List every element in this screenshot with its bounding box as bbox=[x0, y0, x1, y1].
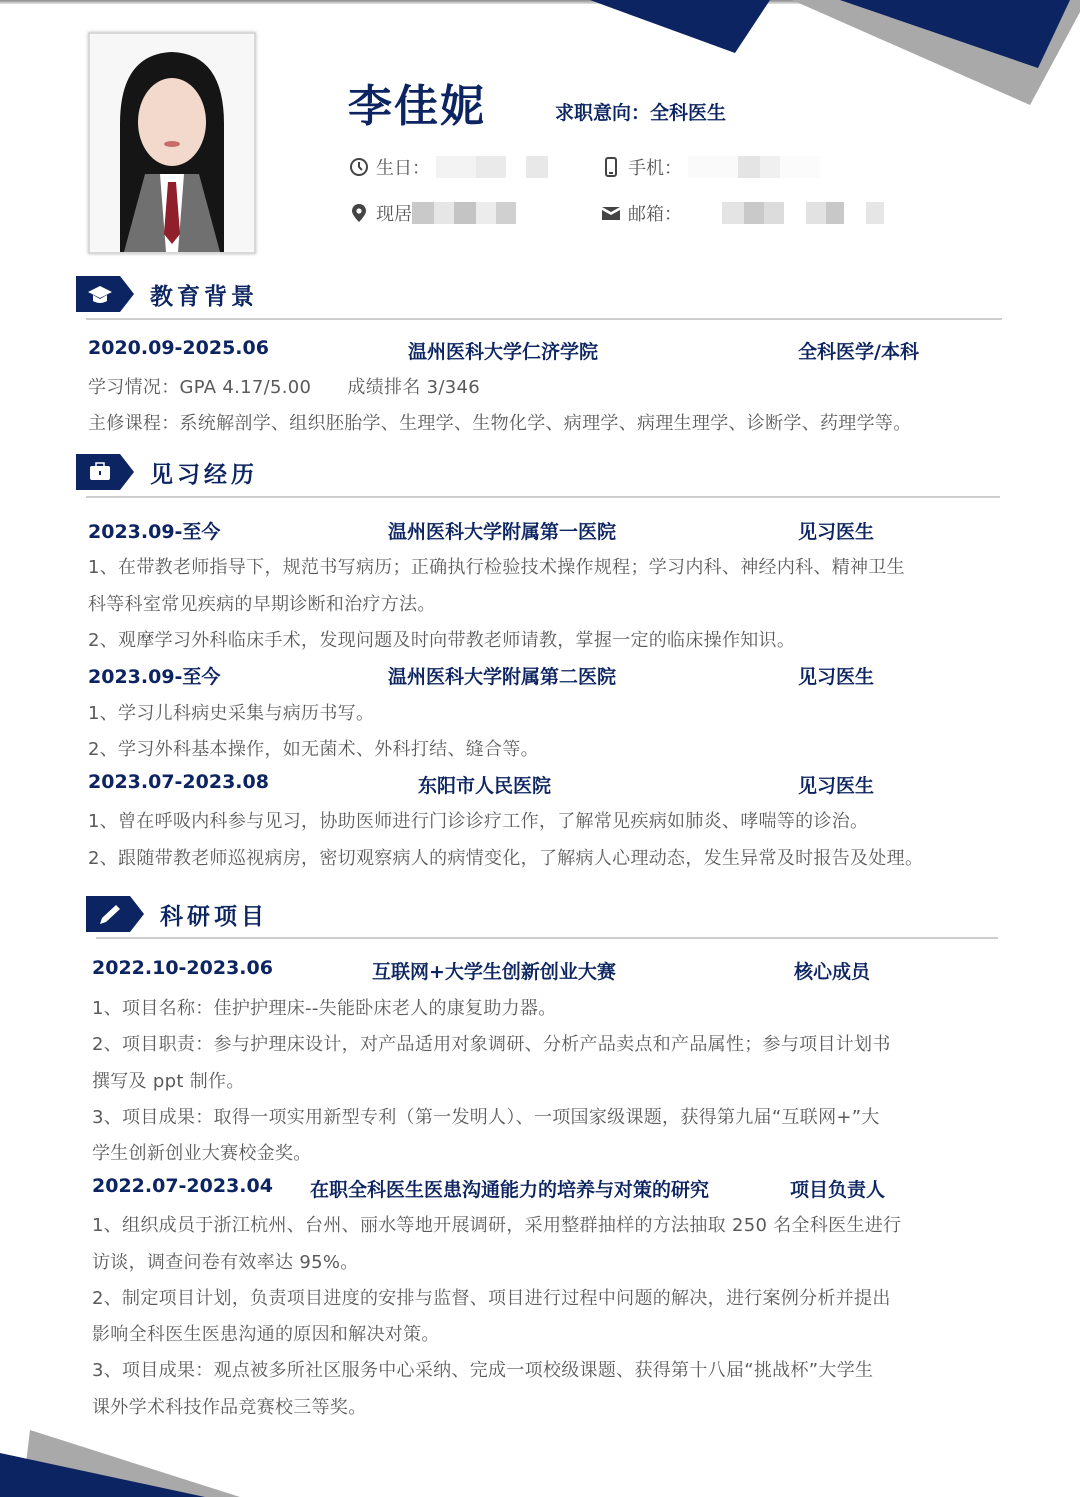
candidate-name: 李佳妮 bbox=[348, 81, 486, 132]
entry-line: 访谈，调查问卷有效率达 95%。 bbox=[92, 1252, 359, 1273]
entry-org: 互联网+大学生创新创业大赛 bbox=[372, 961, 616, 983]
entry-line: 1、组织成员于浙江杭州、台州、丽水等地开展调研，采用整群抽样的方法抽取 250 名全科医生进行 bbox=[92, 1215, 902, 1236]
birthday-redacted bbox=[436, 156, 548, 178]
clock-icon bbox=[348, 156, 370, 178]
entry-date: 2023.09-至今 bbox=[88, 521, 221, 543]
section-header-internship bbox=[76, 454, 258, 490]
entry-org: 在职全科医生医患沟通能力的培养与对策的研究 bbox=[310, 1179, 710, 1201]
entry-role: 项目负责人 bbox=[790, 1179, 886, 1201]
entry-role: 全科医学/本科 bbox=[798, 341, 919, 363]
section-title-education: 教育背景 bbox=[150, 283, 258, 310]
internship-entry-header bbox=[88, 662, 988, 688]
address-label: 现居 bbox=[376, 204, 412, 225]
entry-date: 2022.10-2023.06 bbox=[92, 957, 273, 979]
entry-role: 核心成员 bbox=[794, 961, 871, 983]
job-intent bbox=[555, 98, 726, 125]
entry-line: 课外学术科技作品竞赛校三等奖。 bbox=[92, 1397, 367, 1418]
birthday-field bbox=[348, 154, 548, 180]
section-header-education bbox=[76, 276, 258, 312]
email-label: 邮箱： bbox=[628, 204, 682, 225]
address-field bbox=[348, 200, 516, 226]
entry-line: 2、学习外科基本操作，如无菌术、外科打结、缝合等。 bbox=[88, 739, 539, 760]
section-title-research: 科研项目 bbox=[160, 903, 268, 930]
envelope-icon bbox=[600, 202, 622, 224]
entry-line: 2、项目职责：参与护理床设计，对产品适用对象调研、分析产品卖点和产品属性；参与项目计划书 bbox=[92, 1034, 891, 1055]
internship-entry-header bbox=[88, 771, 988, 797]
entry-line: 学习情况：GPA 4.17/5.00 成绩排名 3/346 bbox=[88, 377, 481, 398]
entry-role: 见习医生 bbox=[798, 521, 875, 543]
entry-line: 1、在带教老师指导下，规范书写病历；正确执行检验技术操作规程；学习内科、神经内科、精神卫生 bbox=[88, 557, 905, 578]
entry-line: 1、曾在呼吸内科参与见习，协助医师进行门诊诊疗工作，了解常见疾病如肺炎、哮喘等的诊治。 bbox=[88, 811, 869, 832]
entry-line: 学生创新创业大赛校金奖。 bbox=[92, 1143, 312, 1164]
phone-field bbox=[600, 154, 820, 180]
entry-line: 撰写及 ppt 制作。 bbox=[92, 1071, 245, 1092]
bottom-left-decoration bbox=[0, 1420, 400, 1497]
location-pin-icon bbox=[348, 202, 370, 224]
pencil-icon bbox=[86, 896, 144, 932]
address-redacted bbox=[412, 202, 516, 224]
phone-redacted bbox=[688, 156, 820, 178]
entry-role: 见习医生 bbox=[798, 666, 875, 688]
entry-date: 2023.09-至今 bbox=[88, 666, 221, 688]
entry-line: 主修课程：系统解剖学、组织胚胎学、生理学、生物化学、病理学、病理生理学、诊断学、药理学等。 bbox=[88, 413, 912, 434]
job-intent-value: 全科医生 bbox=[650, 102, 727, 124]
research-entry-header bbox=[92, 957, 992, 983]
entry-line: 1、项目名称：佳护护理床--失能卧床老人的康复助力器。 bbox=[92, 998, 557, 1019]
mobile-phone-icon bbox=[600, 156, 622, 178]
entry-date: 2023.07-2023.08 bbox=[88, 771, 269, 793]
entry-org: 温州医科大学附属第二医院 bbox=[388, 666, 617, 688]
entry-line: 2、跟随带教老师巡视病房，密切观察病人的病情变化，了解病人心理动态，发生异常及时报告及处理。 bbox=[88, 848, 924, 869]
job-intent-label: 求职意向： bbox=[555, 102, 651, 124]
entry-line: 1、学习儿科病史采集与病历书写。 bbox=[88, 703, 375, 724]
entry-org: 温州医科大学仁济学院 bbox=[408, 341, 599, 363]
entry-org: 温州医科大学附属第一医院 bbox=[388, 521, 617, 543]
birthday-label: 生日： bbox=[376, 158, 430, 179]
section-title-internship: 见习经历 bbox=[150, 461, 258, 488]
entry-org: 东阳市人民医院 bbox=[418, 775, 552, 797]
education-entry-header bbox=[88, 337, 988, 363]
entry-date: 2020.09-2025.06 bbox=[88, 337, 269, 359]
profile-photo bbox=[88, 32, 256, 254]
section-divider bbox=[86, 318, 1002, 320]
entry-line: 2、制定项目计划，负责项目进度的安排与监督、项目进行过程中问题的解决，进行案例分析并提出 bbox=[92, 1288, 891, 1309]
graduation-cap-icon bbox=[76, 276, 134, 312]
phone-label: 手机： bbox=[628, 158, 682, 179]
entry-line: 科等科室常见疾病的早期诊断和治疗方法。 bbox=[88, 594, 436, 615]
section-header-research bbox=[86, 896, 268, 932]
entry-line: 影响全科医生医患沟通的原因和解决对策。 bbox=[92, 1324, 440, 1345]
entry-line: 3、项目成果：观点被多所社区服务中心采纳、完成一项校级课题、获得第十八届“挑战杯”大学生 bbox=[92, 1360, 874, 1381]
email-redacted bbox=[722, 202, 884, 224]
entry-role: 见习医生 bbox=[798, 775, 875, 797]
section-divider bbox=[86, 496, 1000, 498]
email-field bbox=[600, 200, 884, 226]
briefcase-icon bbox=[76, 454, 134, 490]
section-divider bbox=[96, 937, 998, 939]
entry-date: 2022.07-2023.04 bbox=[92, 1175, 273, 1197]
entry-line: 3、项目成果：取得一项实用新型专利（第一发明人）、一项国家级课题，获得第九届“互联网+”大 bbox=[92, 1107, 880, 1128]
internship-entry-header bbox=[88, 517, 988, 543]
entry-line: 2、观摩学习外科临床手术，发现问题及时向带教老师请教，掌握一定的临床操作知识。 bbox=[88, 630, 796, 651]
research-entry-header bbox=[92, 1175, 992, 1201]
